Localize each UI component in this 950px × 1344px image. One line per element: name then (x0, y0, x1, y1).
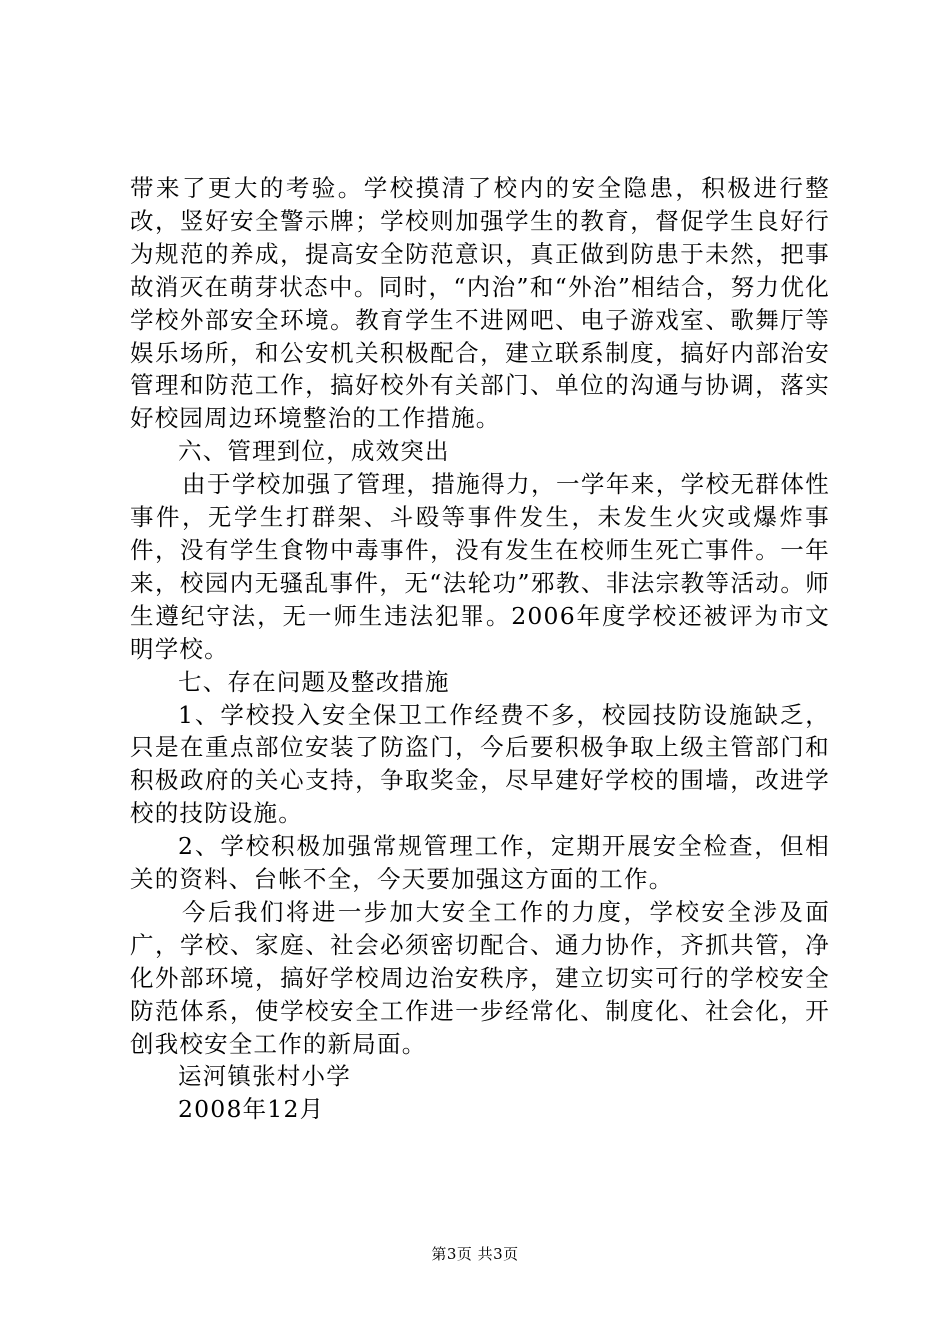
paragraph-results: 由于学校加强了管理，措施得力，一学年来，学校无群体性事件，无学生打群架、斗殴等事件发生，未发生火灾或爆炸事件，没有学生食物中毒事件，没有发生在校师生死亡事件。一年来，校园内无骚乱事件，无“法轮功”邪教、非法宗教等活动。师生遵纪守法，无一师生违法犯罪。2006年度学校还被评为市文明学校。 (130, 470, 830, 663)
document-body (130, 172, 830, 1126)
paragraph-conclusion: 今后我们将进一步加大安全工作的力度，学校安全涉及面广，学校、家庭、社会必须密切配合、通力协作，齐抓共管，净化外部环境，搞好学校周边治安秩序，建立切实可行的学校安全防范体系，使学校安全工作进一步经常化、制度化、社会化，开创我校安全工作的新局面。 (130, 897, 830, 1058)
page-number-footer: 第3页 共3页 (431, 1245, 519, 1263)
section-heading-problems: 七、存在问题及整改措施 (178, 667, 450, 696)
paragraph-problem-1: 1、学校投入安全保卫工作经费不多，校园技防设施缺乏，只是在重点部位安装了防盗门，今后要积极争取上级主管部门和积极政府的关心支持，争取奖金，尽早建好学校的围墙，改进学校的技防设施。 (130, 700, 830, 828)
signature-date: 2008年12月 (178, 1095, 325, 1124)
paragraph-problem-2: 2、学校积极加强常规管理工作，定期开展安全检查，但相关的资料、台帐不全，今天要加强这方面的工作。 (130, 832, 830, 894)
paragraph-safety-measures: 带来了更大的考验。学校摸清了校内的安全隐患，积极进行整改，竖好安全警示牌；学校则加强学生的教育，督促学生良好行为规范的养成，提高安全防范意识，真正做到防患于未然，把事故消灭在萌芽状态中。同时，“内治”和“外治”相结合，努力优化学校外部安全环境。教育学生不进网吧、电子游戏室、歌舞厅等娱乐场所，和公安机关积极配合，建立联系制度，搞好内部治安管理和防范工作，搞好校外有关部门、单位的沟通与协调，落实好校园周边环境整治的工作措施。 (130, 174, 830, 433)
section-heading-management: 六、管理到位，成效突出 (178, 437, 450, 466)
signature-school-name: 运河镇张村小学 (178, 1062, 351, 1091)
